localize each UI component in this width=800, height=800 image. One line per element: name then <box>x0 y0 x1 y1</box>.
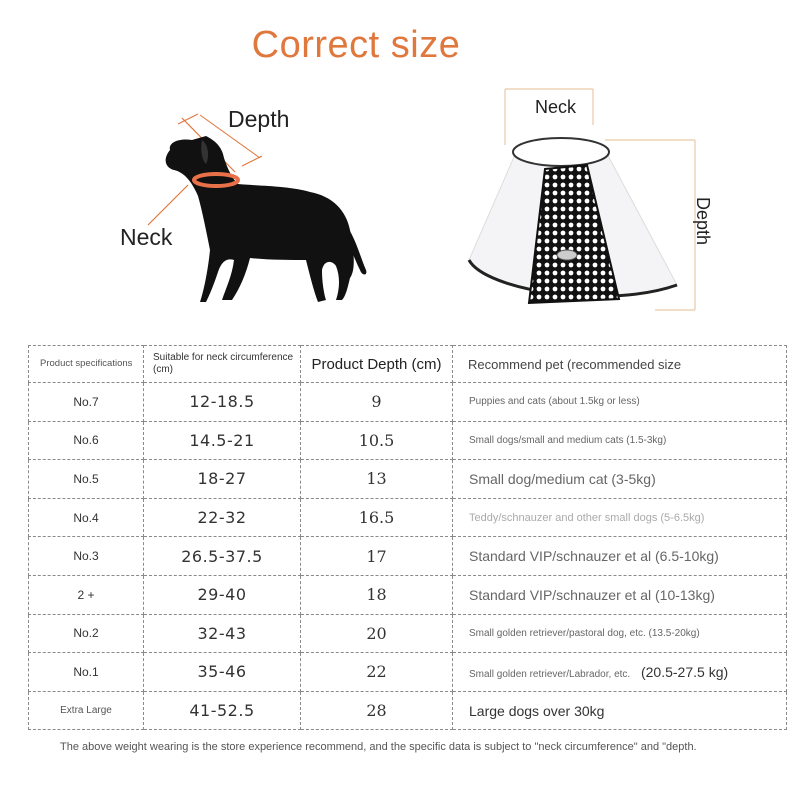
pet-cell: Small dogs/small and medium cats (1.5-3kg) <box>453 421 787 460</box>
dog-depth-label: Depth <box>228 106 290 132</box>
page-title: Correct size <box>251 24 461 66</box>
table-row <box>29 653 787 692</box>
cone-neck-label: Neck <box>535 97 577 117</box>
spec-cell: 2 + <box>29 575 144 614</box>
neck-cell: 14.5-21 <box>144 421 301 460</box>
pet-cell: Large dogs over 30kg <box>453 691 787 730</box>
depth-cell: 17 <box>301 537 453 576</box>
pet-cell: Puppies and cats (about 1.5kg or less) <box>453 383 787 422</box>
table-row <box>29 421 787 460</box>
header-neck: Suitable for neck circumference (cm) <box>144 346 301 383</box>
table-row <box>29 537 787 576</box>
table-row <box>29 575 787 614</box>
table-row <box>29 460 787 499</box>
spec-cell: No.6 <box>29 421 144 460</box>
depth-cell: 20 <box>301 614 453 653</box>
pet-cell: Small dog/medium cat (3-5kg) <box>453 460 787 499</box>
cone-depth-label: Depth <box>693 197 713 246</box>
depth-cell: 28 <box>301 691 453 730</box>
spec-cell: No.7 <box>29 383 144 422</box>
neck-cell: 41-52.5 <box>144 691 301 730</box>
neck-cell: 29-40 <box>144 575 301 614</box>
spec-cell: No.3 <box>29 537 144 576</box>
dog-silhouette-icon <box>110 100 390 320</box>
pet-cell: Teddy/schnauzer and other small dogs (5-6.5kg) <box>453 498 787 537</box>
spec-cell: Extra Large <box>29 691 144 730</box>
header-depth: Product Depth (cm) <box>301 346 453 383</box>
header-spec: Product specifications <box>29 346 144 383</box>
dog-neck-label: Neck <box>120 224 173 250</box>
neck-cell: 12-18.5 <box>144 383 301 422</box>
spec-cell: No.2 <box>29 614 144 653</box>
pet-cell: Small golden retriever/pastoral dog, etc. (13.5-20kg) <box>453 614 787 653</box>
depth-cell: 16.5 <box>301 498 453 537</box>
neck-cell: 18-27 <box>144 460 301 499</box>
table-row <box>29 691 787 730</box>
pet-cell <box>453 653 787 692</box>
pet-weight-range: (20.5-27.5 kg) <box>640 663 729 680</box>
header-pet: Recommend pet (recommended size <box>453 346 787 383</box>
cone-diagram <box>455 85 755 320</box>
spec-cell: No.4 <box>29 498 144 537</box>
neck-cell: 35-46 <box>144 653 301 692</box>
depth-cell: 10.5 <box>301 421 453 460</box>
depth-cell: 9 <box>301 383 453 422</box>
depth-cell: 18 <box>301 575 453 614</box>
spec-cell: No.5 <box>29 460 144 499</box>
pet-text: Small golden retriever/Labrador, etc. <box>469 668 631 680</box>
neck-cell: 26.5-37.5 <box>144 537 301 576</box>
table-row <box>29 614 787 653</box>
depth-cell: 13 <box>301 460 453 499</box>
neck-cell: 22-32 <box>144 498 301 537</box>
dog-diagram <box>110 100 390 320</box>
depth-cell: 22 <box>301 653 453 692</box>
spec-cell: No.1 <box>29 653 144 692</box>
table-header-row <box>29 346 787 383</box>
footnote: The above weight wearing is the store experience recommend, and the specific data is subject to "neck circumference" and "depth. <box>60 741 697 753</box>
pet-cell: Standard VIP/schnauzer et al (6.5-10kg) <box>453 537 787 576</box>
pet-cell: Standard VIP/schnauzer et al (10-13kg) <box>453 575 787 614</box>
neck-cell: 32-43 <box>144 614 301 653</box>
table-row <box>29 383 787 422</box>
size-table <box>28 345 787 730</box>
table-row <box>29 498 787 537</box>
